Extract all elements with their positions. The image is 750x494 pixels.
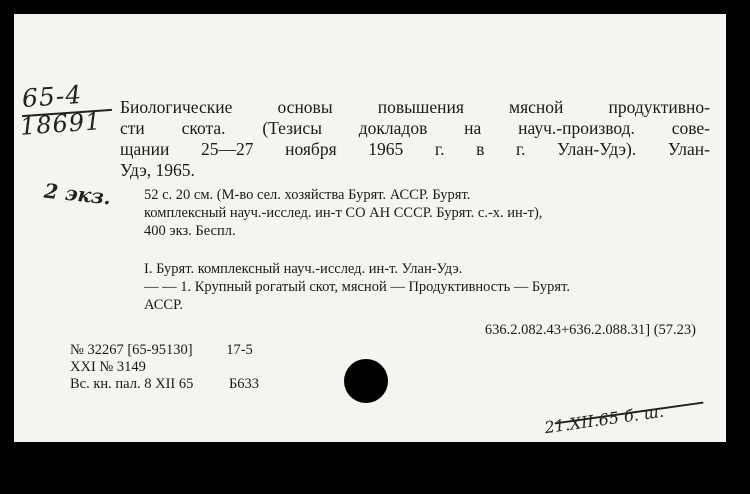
tracing-line: I. Бурят. комплексный науч.-исслед. ин-т. Улан-Удэ. (144, 261, 463, 277)
title-line: сти скота. (Тезисы докладов на науч.-производ. сове- (120, 118, 710, 138)
udc-index: 636.2.082.43+636.2.088.31] (57.23) (484, 322, 696, 338)
title-line: Удэ, 1965. (120, 160, 195, 180)
catalog-card (14, 14, 726, 442)
registry-block (70, 342, 259, 393)
record-number: № 32267 [65-95130] (70, 342, 193, 358)
imprint-line: комплексный науч.-исслед. ин-т СО АН СССР. Бурят. с.-х. ин-т), (144, 205, 543, 221)
imprint-line: 52 с. 20 см. (М-во сел. хозяйства Бурят. АССР. Бурят. (144, 187, 471, 203)
punch-hole (344, 359, 388, 403)
copies-note: 2 экз. (42, 178, 113, 210)
tracing-line: АССР. (144, 297, 183, 313)
tracing-line: — — 1. Крупный рогатый скот, мясной — Продуктивность — Бурят. (144, 279, 570, 295)
chamber-line: Вс. кн. пал. 8 XII 65 (70, 376, 194, 392)
chamber-code: Б633 (228, 376, 260, 392)
tracing-block (144, 260, 704, 314)
title-block (120, 97, 710, 181)
title-line: Биологические основы повышения мясной продуктивно- (120, 97, 710, 117)
record-code: 17-5 (226, 342, 253, 358)
imprint-line: 400 экз. Беспл. (144, 223, 236, 239)
series-number: XXI № 3149 (70, 359, 146, 375)
handwritten-date: 21.XII.65 б. ш. (543, 401, 665, 438)
imprint-block (144, 186, 704, 240)
call-number: 65-4 (21, 79, 84, 114)
accession-number: 18691 (19, 107, 103, 141)
title-line: щании 25—27 ноября 1965 г. в г. Улан-Удэ). Улан- (120, 139, 710, 159)
